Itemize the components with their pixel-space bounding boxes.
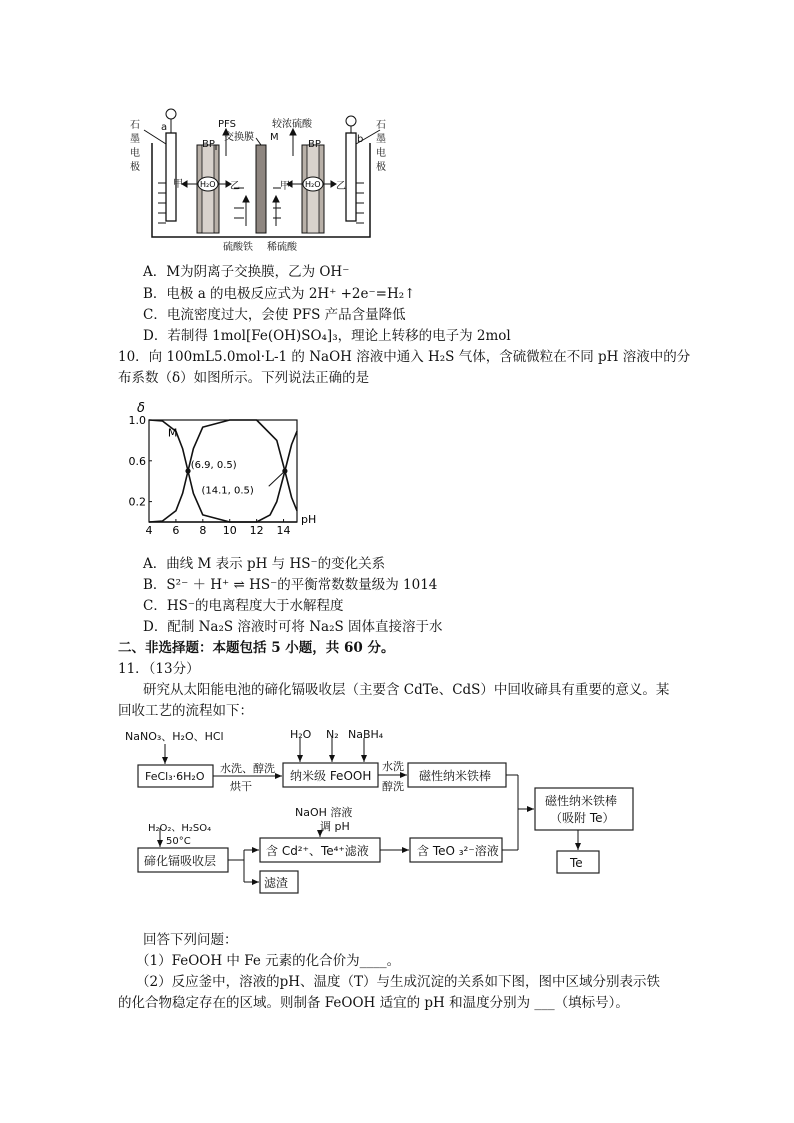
x-axis-label: pH bbox=[301, 513, 317, 526]
right-electrode-label-4: 极 bbox=[376, 162, 386, 173]
q11-sub2-line1: （2）反应釜中，溶液的pH、温度（T）与生成沉淀的关系如下图，图中区域分别表示铁 bbox=[136, 974, 661, 990]
q11-sub1: （1）FeOOH 中 Fe 元素的化合价为____。 bbox=[136, 953, 401, 969]
x-tick-label: 6 bbox=[172, 524, 180, 537]
q11-header: 11．（13分） bbox=[118, 661, 200, 677]
q11-answer-prompt: 回答下列问题： bbox=[143, 932, 238, 948]
h2o-left-label: H₂O bbox=[200, 180, 216, 189]
pfs-label: PFS bbox=[218, 119, 236, 130]
x-tick-label: 8 bbox=[199, 524, 207, 537]
bp-left-label: BP bbox=[202, 139, 215, 150]
y-axis-label: δ bbox=[137, 401, 145, 416]
yi-right-label: 乙 bbox=[336, 181, 346, 192]
y-tick-label: 0.6 bbox=[128, 454, 146, 468]
box-feooh-label: 纳米级 FeOOH bbox=[290, 769, 372, 783]
yi-left-label: 乙 bbox=[230, 181, 240, 192]
right-electrode-label-3: 电 bbox=[376, 148, 386, 159]
box-magrod-label: 磁性纳米铁棒 bbox=[419, 769, 492, 783]
terminal-a-label: a bbox=[161, 122, 168, 133]
box-te-label: Te bbox=[570, 856, 583, 870]
q9-option-b: B．电极 a 的电极反应式为 2H⁺ +2e⁻=H₂↑ bbox=[143, 286, 416, 302]
naoh-label: NaOH 溶液 bbox=[295, 806, 353, 819]
iron-sulfate-label: 硫酸铁 bbox=[223, 242, 253, 253]
adjust-ph-label: 调 pH bbox=[320, 820, 350, 833]
q11-sub2-line2: 的化合物稳定存在的区域。则制备 FeOOH 适宜的 pH 和温度分别为 ___（填标号）。 bbox=[118, 995, 629, 1011]
exchange-membrane-label: 交换膜 bbox=[224, 132, 254, 143]
dry-label: 烘干 bbox=[230, 780, 252, 793]
y-tick-label: 1.0 bbox=[128, 414, 146, 427]
n2-reagent-label: N₂ bbox=[326, 728, 339, 741]
wash2b-label: 醇洗 bbox=[382, 780, 404, 793]
temp-label: 50°C bbox=[166, 836, 191, 847]
x-tick-label: 12 bbox=[249, 524, 264, 537]
q10-option-a: A．曲线 M 表示 pH 与 HS⁻的变化关系 bbox=[143, 556, 386, 572]
reagents2-label: H₂O₂、H₂SO₄ bbox=[148, 823, 212, 834]
jia-left-label: 甲 bbox=[173, 179, 183, 190]
box-final-label-1: 磁性纳米铁棒 bbox=[545, 794, 618, 808]
q10-stem-line2: 布系数（δ）如图所示。下列说法正确的是 bbox=[118, 370, 370, 386]
left-electrode-label-2: 墨 bbox=[130, 134, 140, 145]
box-residue-label: 滤渣 bbox=[264, 876, 289, 890]
conc-acid-label: 较浓硫酸 bbox=[272, 119, 312, 130]
right-electrode-label-1: 石 bbox=[376, 120, 386, 131]
box-fecl3-label: FeCl₃·6H₂O bbox=[145, 770, 205, 783]
q10-option-d: D．配制 Na₂S 溶液时可将 Na₂S 固体直接溶于水 bbox=[143, 619, 443, 635]
q9-option-a: A．M为阴离子交换膜，乙为 OH⁻ bbox=[143, 264, 350, 280]
left-electrode-label-3: 电 bbox=[130, 148, 140, 159]
q10-option-c: C．HS⁻的电离程度大于水解程度 bbox=[143, 598, 344, 614]
box-final-label-2: （吸附 Te） bbox=[550, 811, 615, 825]
left-electrode-label-4: 极 bbox=[130, 162, 140, 173]
x-tick-label: 14 bbox=[276, 524, 291, 537]
nabh4-reagent-label: NaBH₄ bbox=[348, 728, 384, 741]
x-tick-label: 10 bbox=[222, 524, 237, 537]
box-teo3-label: 含 TeO ₃²⁻溶液 bbox=[417, 844, 499, 858]
distribution-coefficient-chart bbox=[125, 398, 325, 538]
electrolysis-apparatus-figure bbox=[130, 100, 390, 253]
series-line-2 bbox=[149, 431, 297, 522]
h2o-reagent-label: H₂O bbox=[290, 728, 312, 741]
q10-option-b: B．S²⁻ ＋ H⁺ ⇌ HS⁻的平衡常数数量级为 1014 bbox=[143, 577, 438, 593]
terminal-b-label: b bbox=[357, 134, 364, 145]
y-tick-label: 0.2 bbox=[128, 495, 146, 509]
series-label-M: M bbox=[167, 426, 178, 440]
h2o-right-label: H₂O bbox=[305, 180, 321, 189]
q9-option-c: C．电流密度过大，会使 PFS 产品含量降低 bbox=[143, 307, 406, 323]
left-electrode-label-1: 石 bbox=[130, 120, 140, 131]
jia-right-label: 甲 bbox=[280, 181, 290, 192]
q11-intro-line1: 研究从太阳能电池的碲化镉吸收层（主要含 CdTe、CdS）中回收碲具有重要的意义。某 bbox=[143, 682, 670, 698]
dilute-acid-label: 稀硫酸 bbox=[267, 242, 297, 253]
right-electrode-label-2: 墨 bbox=[376, 134, 386, 145]
box-filtrate-label: 含 Cd²⁺、Te⁴⁺滤液 bbox=[266, 844, 369, 858]
reagents1-label: NaNO₃、H₂O、HCl bbox=[125, 730, 224, 743]
section-2-heading: 二、非选择题：本题包括 5 小题，共 60 分。 bbox=[118, 640, 395, 656]
annotation-2: (14.1, 0.5) bbox=[201, 485, 254, 497]
wash1-label: 水洗、醇洗 bbox=[220, 762, 275, 775]
q10-stem-line1: 10．向 100mL5.0mol·L-1 的 NaOH 溶液中通入 H₂S 气体，含硫微粒在不同 pH 溶液中的分 bbox=[118, 349, 691, 365]
q9-option-d: D．若制得 1mol[Fe(OH)SO₄]₃，理论上转移的电子为 2mol bbox=[143, 328, 511, 344]
q11-intro-line2: 回收工艺的流程如下： bbox=[118, 703, 253, 719]
annotation-1: (6.9, 0.5) bbox=[190, 460, 237, 471]
box-absorb-label: 碲化镉吸收层 bbox=[144, 854, 217, 868]
bp-right-label: BP bbox=[308, 139, 321, 150]
x-tick-label: 4 bbox=[145, 524, 153, 537]
recovery-process-flowchart bbox=[120, 728, 660, 898]
membrane-m-label: M bbox=[270, 132, 279, 143]
wash2a-label: 水洗 bbox=[382, 760, 404, 773]
